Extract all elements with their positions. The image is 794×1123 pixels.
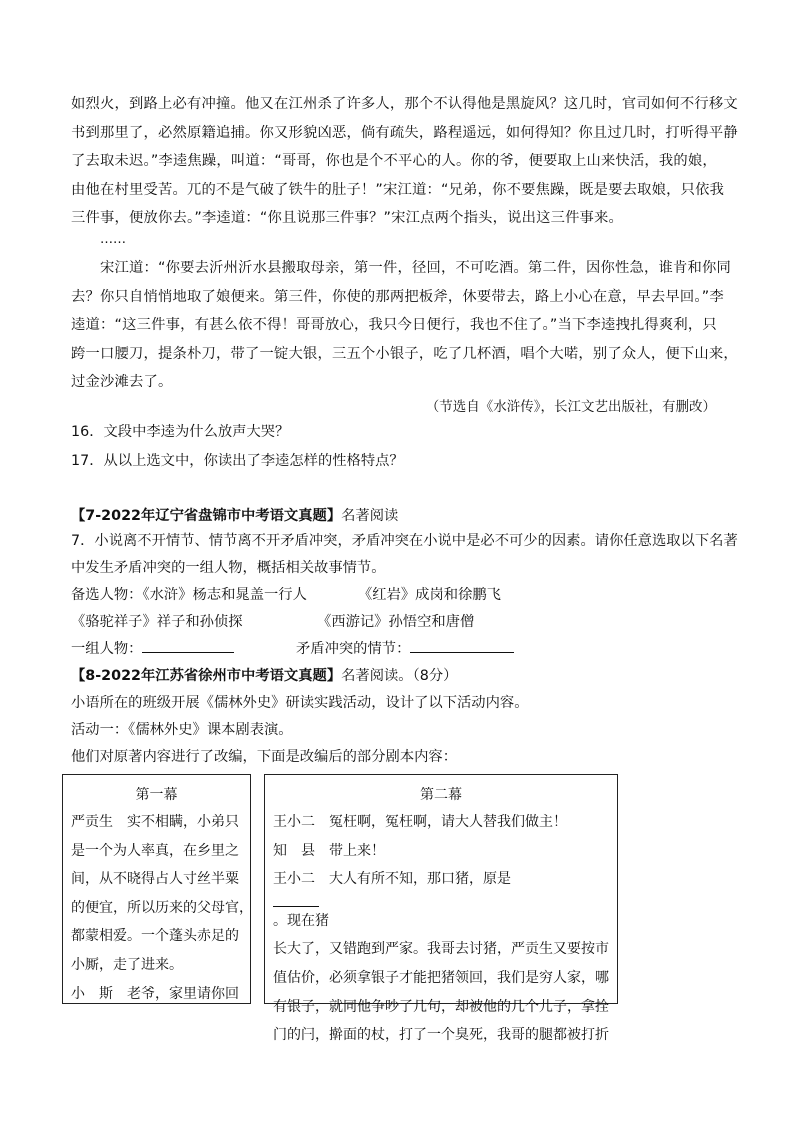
section-8-tag: 【8-2022年江苏省徐州市中考语文真题】 xyxy=(71,668,342,684)
answer-plot-label: 矛盾冲突的情节： xyxy=(296,641,411,657)
scene-2-line: 王小二 冤枉啊，冤枉啊，请大人替我们做主！ xyxy=(273,814,567,830)
scene-2-line-3-pre: 王小二 大人有所不知，那口猪，原是 xyxy=(273,871,511,888)
question-17: 17．从以上选文中，你读出了李逵怎样的性格特点？ xyxy=(71,453,404,469)
passage-line: 宋江道：“你要去沂州沂水县搬取母亲，第一件，径回，不可吃酒。第二件，因你性急，谁肯和你同 xyxy=(100,260,731,276)
ellipsis: …… xyxy=(100,232,126,247)
passage-line: 三件事，便放你去。”李逵道：“你且说那三件事？”宋江点两个指头，说出这三件事来。 xyxy=(71,210,624,226)
passage-line: 了去取未迟。”李逵焦躁，叫道：“哥哥，你也是个不平心的人。你的爷，便要取上山来快活，我的娘， xyxy=(71,153,717,169)
options-row-1-a: 备选人物：《水浒》杨志和晁盖一行人 xyxy=(71,587,307,603)
activity-one: 活动一：《儒林外史》课本剧表演。 xyxy=(71,722,293,738)
passage-line: 如烈火，到路上必有冲撞。他又在江州杀了许多人，那个不认得他是黑旋风？这几时，官司如何不行移文 xyxy=(71,96,738,112)
scene-1-box xyxy=(62,774,251,1004)
scene-2-box xyxy=(264,774,618,1044)
scene-1-line: 小 斯 老爷，家里请你回 xyxy=(71,985,239,1002)
passage-paragraph-2 xyxy=(71,254,738,397)
answer-people-blank[interactable] xyxy=(142,638,234,653)
passage-line: 过金沙滩去了。 xyxy=(71,374,173,390)
scene-1-line: 小厮，走了进来。 xyxy=(71,956,183,973)
scene-2-line: 长大了，又错跑到严家。我哥去讨猪，严贡生又要按市 xyxy=(273,941,609,958)
passage-line: 由他在村里受苦。兀的不是气破了铁牛的肚子！”宋江道：“兄弟，你不要焦躁，既是要去取娘，只依我 xyxy=(71,181,725,198)
section-7-question-line-2: 中发生矛盾冲突的一组人物，概括相关故事情节。 xyxy=(71,560,386,576)
scene-2-line: 知 县 带上来！ xyxy=(273,842,385,859)
passage-line: 跨一口腰刀，提条朴刀，带了一锭大银，三五个小银子，吃了几杯酒，唱个大喏，别了众人，便下山来， xyxy=(71,345,738,362)
passage-line: 书到那里了，必然原籍追捕。你又形貌凶恶，倘有疏失，路程遥远，如何得知？你且过几时，打听得平静 xyxy=(71,124,738,141)
section-8-heading xyxy=(71,665,457,685)
answer-plot-blank[interactable] xyxy=(410,638,514,653)
scene-1-line: 都蒙相爱。一个蓬头赤足的 xyxy=(71,928,239,945)
scene-1-body xyxy=(63,808,253,1008)
section-7-question-line-1: 7．小说离不开情节、情节离不开矛盾冲突，矛盾冲突在小说中是必不可少的因素。请你任意选取以下名著 xyxy=(71,533,738,549)
scene-1-line: 间，从不晓得占人寸丝半粟 xyxy=(71,871,239,888)
options-row-2-b: 《西游记》孙悟空和唐僧 xyxy=(317,614,475,630)
scene-2-line: 值估价，必须拿银子才能把猪领回，我们是穷人家，哪 xyxy=(273,969,609,986)
scene-2-line: 门的闩，擀面的杖，打了一个臭死，我哥的腿都被打折 xyxy=(273,1027,609,1044)
answer-people-label: 一组人物： xyxy=(71,641,143,657)
passage-line: 去？你只自悄悄地取了娘便来。第三件，你使的那两把板斧，休要带去，路上小心在意，早去早回。”李 xyxy=(71,288,724,305)
answer-plot xyxy=(296,638,514,658)
question-16: 16．文段中李逵为什么放声大哭？ xyxy=(71,424,290,440)
scene-1-title: 第一幕 xyxy=(135,787,178,803)
scene-2-fill-blank[interactable] xyxy=(273,894,319,907)
scene-1-line: 是一个为人率真，在乡里之 xyxy=(71,842,239,859)
section-7-tag: 【7-2022年辽宁省盘锦市中考语文真题】 xyxy=(71,508,342,524)
section-7-tag-suffix: 名著阅读 xyxy=(341,508,399,524)
options-row-1-b: 《红岩》成岗和徐鹏飞 xyxy=(358,587,501,603)
scene-2-title: 第二幕 xyxy=(420,787,462,803)
scene-2-body xyxy=(265,808,617,1050)
section-7-heading xyxy=(71,505,398,525)
scene-2-line xyxy=(273,865,611,935)
passage-paragraph-1 xyxy=(71,90,738,233)
scene-1-line: 的便宜，所以历来的父母官， xyxy=(71,899,253,916)
script-intro: 他们对原著内容进行了改编，下面是改编后的部分剧本内容： xyxy=(71,749,458,765)
options-row-2-a: 《骆驼祥子》祥子和孙侦探 xyxy=(71,614,243,630)
passage-line: 逵道：“这三件事，有甚么依不得！哥哥放心，我只今日便行，我也不住了。”当下李逵拽扎得爽利，只 xyxy=(71,317,717,333)
scene-2-line: 有银子，就同他争吵了几句，却被他的几个儿子，拿拴 xyxy=(273,998,609,1015)
section-8-tag-suffix: 名著阅读。（8分） xyxy=(341,668,458,684)
answer-line xyxy=(71,638,234,658)
section-8-intro: 小语所在的班级开展《儒林外史》研读实践活动，设计了以下活动内容。 xyxy=(71,695,529,711)
scene-1-line: 严贡生 实不相瞒，小弟只 xyxy=(71,814,239,830)
passage-source: （节选自《水浒传》，长江文艺出版社，有删改） xyxy=(425,399,716,415)
scene-2-line-3-post: 。现在猪 xyxy=(273,912,329,929)
